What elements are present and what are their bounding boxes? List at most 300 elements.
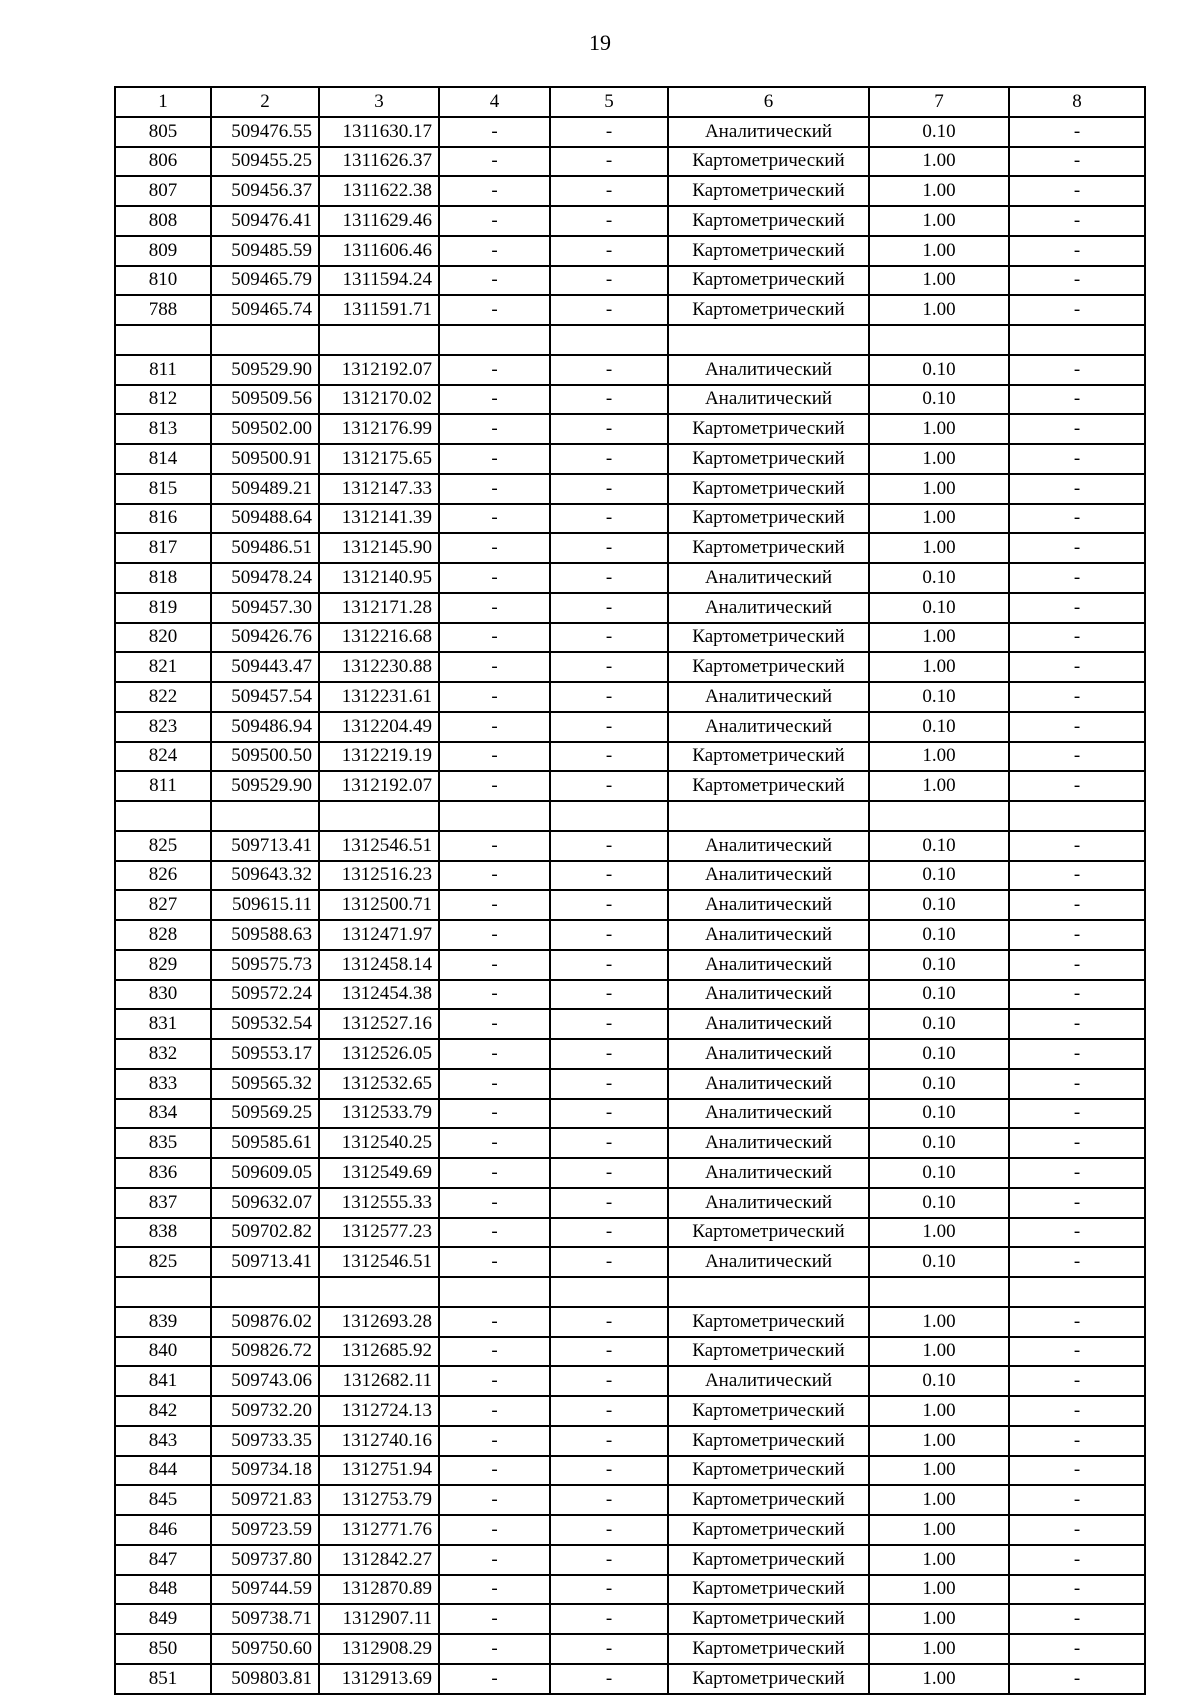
table-cell: - (439, 147, 550, 177)
table-cell: 1.00 (869, 1515, 1009, 1545)
table-cell: 1312140.95 (319, 563, 439, 593)
table-cell: - (1009, 295, 1145, 325)
table-row (115, 890, 1145, 920)
column-header: 7 (869, 87, 1009, 117)
table-cell: 509743.06 (211, 1366, 319, 1396)
table-cell: Картометрический (668, 1575, 869, 1605)
table-cell: 822 (115, 682, 211, 712)
table-cell: Аналитический (668, 1188, 869, 1218)
table-cell: 1312192.07 (319, 771, 439, 801)
table-row (115, 682, 1145, 712)
table-cell: Картометрический (668, 474, 869, 504)
table-cell: 509500.91 (211, 444, 319, 474)
table-cell: 0.10 (869, 712, 1009, 742)
table-cell: 0.10 (869, 861, 1009, 891)
table-cell: 1312500.71 (319, 890, 439, 920)
table-cell: 1312145.90 (319, 533, 439, 563)
table-cell: 509609.05 (211, 1158, 319, 1188)
table-cell: - (550, 147, 668, 177)
table-row (115, 266, 1145, 296)
table-cell: 1.00 (869, 1307, 1009, 1337)
table-cell: 509443.47 (211, 652, 319, 682)
table-cell: - (439, 1247, 550, 1277)
table-cell: 1.00 (869, 742, 1009, 772)
table-row (115, 742, 1145, 772)
table-cell: 1312454.38 (319, 980, 439, 1010)
table-cell: 828 (115, 920, 211, 950)
table-cell: - (439, 920, 550, 950)
table-cell: 836 (115, 1158, 211, 1188)
table-cell: 509585.61 (211, 1128, 319, 1158)
table-cell: 509455.25 (211, 147, 319, 177)
table-cell: - (439, 742, 550, 772)
table-cell: 509485.59 (211, 236, 319, 266)
table-cell: Аналитический (668, 1099, 869, 1129)
table-cell: 1.00 (869, 1545, 1009, 1575)
table-cell: - (439, 1069, 550, 1099)
table-cell: Картометрический (668, 1485, 869, 1515)
table-cell: - (439, 1009, 550, 1039)
table-cell: Аналитический (668, 117, 869, 147)
table-cell (319, 801, 439, 831)
table-row (115, 1218, 1145, 1248)
table-cell: 509502.00 (211, 414, 319, 444)
table-cell: 509733.35 (211, 1426, 319, 1456)
table-cell: 1311594.24 (319, 266, 439, 296)
table-cell: 0.10 (869, 1247, 1009, 1277)
table-cell: 1.00 (869, 1337, 1009, 1367)
table-cell: - (1009, 1604, 1145, 1634)
table-cell: 840 (115, 1337, 211, 1367)
table-cell: 0.10 (869, 1158, 1009, 1188)
table-cell: - (1009, 1099, 1145, 1129)
table-cell: - (550, 712, 668, 742)
table-cell: - (439, 117, 550, 147)
table-cell (550, 801, 668, 831)
table-cell: - (1009, 950, 1145, 980)
table-cell: - (439, 890, 550, 920)
table-cell: - (550, 1456, 668, 1486)
table-cell: 1312908.29 (319, 1634, 439, 1664)
table-cell: - (439, 385, 550, 415)
table-cell: - (439, 206, 550, 236)
table-cell: 1312176.99 (319, 414, 439, 444)
table-cell: 829 (115, 950, 211, 980)
table-cell: 1312171.28 (319, 593, 439, 623)
table-cell: - (550, 206, 668, 236)
table-row (115, 1307, 1145, 1337)
table-cell: 0.10 (869, 831, 1009, 861)
table-cell: - (550, 1366, 668, 1396)
table-cell: 509588.63 (211, 920, 319, 950)
table-cell: 1312458.14 (319, 950, 439, 980)
table-cell: - (550, 1128, 668, 1158)
table-cell: - (439, 414, 550, 444)
table-cell: 509486.94 (211, 712, 319, 742)
table-cell: - (1009, 236, 1145, 266)
table-row (115, 206, 1145, 236)
table-cell: 1312693.28 (319, 1307, 439, 1337)
table-cell (869, 325, 1009, 355)
table-cell: 0.10 (869, 117, 1009, 147)
table-cell: 839 (115, 1307, 211, 1337)
table-cell (319, 1277, 439, 1307)
table-cell: - (550, 1604, 668, 1634)
table-cell: - (550, 236, 668, 266)
table-cell: Картометрический (668, 1426, 869, 1456)
table-cell: Картометрический (668, 623, 869, 653)
table-cell: 1311622.38 (319, 176, 439, 206)
table-cell: - (550, 444, 668, 474)
table-cell: - (1009, 652, 1145, 682)
table-cell: 509529.90 (211, 771, 319, 801)
table-cell: 827 (115, 890, 211, 920)
table-cell: - (439, 504, 550, 534)
table-cell: 1312526.05 (319, 1039, 439, 1069)
table-cell: 805 (115, 117, 211, 147)
table-cell: 825 (115, 1247, 211, 1277)
table-cell: Аналитический (668, 1069, 869, 1099)
table-cell: 841 (115, 1366, 211, 1396)
table-cell: - (439, 1456, 550, 1486)
table-cell: - (1009, 1218, 1145, 1248)
table-row (115, 712, 1145, 742)
table-body (115, 117, 1145, 1694)
table-cell: 838 (115, 1218, 211, 1248)
table-cell: 509744.59 (211, 1575, 319, 1605)
table-row (115, 1158, 1145, 1188)
table-cell: - (439, 980, 550, 1010)
table-cell: - (550, 831, 668, 861)
table-row (115, 1426, 1145, 1456)
table-cell: - (1009, 504, 1145, 534)
table-cell: 509500.50 (211, 742, 319, 772)
table-cell: 806 (115, 147, 211, 177)
table-cell (869, 1277, 1009, 1307)
table-row (115, 1545, 1145, 1575)
table-cell: - (1009, 1634, 1145, 1664)
table-cell: 1312546.51 (319, 1247, 439, 1277)
table-cell: 509457.54 (211, 682, 319, 712)
table-cell: 509702.82 (211, 1218, 319, 1248)
table-cell: 509565.32 (211, 1069, 319, 1099)
table-row (115, 1366, 1145, 1396)
table-cell: - (1009, 980, 1145, 1010)
table-row (115, 801, 1145, 831)
table-cell: - (1009, 890, 1145, 920)
table-cell: 509476.41 (211, 206, 319, 236)
table-cell: - (1009, 593, 1145, 623)
table-cell: Аналитический (668, 831, 869, 861)
table-cell: - (550, 1099, 668, 1129)
table-row (115, 414, 1145, 444)
table-cell: - (1009, 1069, 1145, 1099)
table-cell: - (1009, 771, 1145, 801)
table-cell: - (1009, 1515, 1145, 1545)
table-cell: 808 (115, 206, 211, 236)
table-row (115, 1099, 1145, 1129)
table-cell: 509457.30 (211, 593, 319, 623)
column-header: 6 (668, 87, 869, 117)
table-row (115, 593, 1145, 623)
table-row (115, 474, 1145, 504)
table-cell: - (439, 771, 550, 801)
table-cell: - (1009, 444, 1145, 474)
table-cell: 1312685.92 (319, 1337, 439, 1367)
table-cell: - (439, 533, 550, 563)
table-row (115, 1664, 1145, 1694)
table-cell: 812 (115, 385, 211, 415)
table-cell: - (1009, 712, 1145, 742)
table-cell: - (439, 295, 550, 325)
table-cell: 1.00 (869, 1664, 1009, 1694)
table-cell: 811 (115, 771, 211, 801)
table-row (115, 236, 1145, 266)
table-cell: 509478.24 (211, 563, 319, 593)
table-cell: 1.00 (869, 295, 1009, 325)
table-cell: - (550, 950, 668, 980)
table-row (115, 563, 1145, 593)
table-cell: - (1009, 414, 1145, 444)
table-cell: - (550, 1337, 668, 1367)
column-header: 3 (319, 87, 439, 117)
table-row (115, 1515, 1145, 1545)
table-cell: - (550, 414, 668, 444)
table-cell: - (1009, 266, 1145, 296)
table-cell: 844 (115, 1456, 211, 1486)
table-cell: - (550, 533, 668, 563)
table-cell: 0.10 (869, 980, 1009, 1010)
table-cell: 826 (115, 861, 211, 891)
table-cell: Аналитический (668, 593, 869, 623)
table-cell: 1312870.89 (319, 1575, 439, 1605)
table-cell: - (550, 385, 668, 415)
table-cell (668, 1277, 869, 1307)
table-cell: 830 (115, 980, 211, 1010)
table-row (115, 147, 1145, 177)
table-cell: - (550, 1218, 668, 1248)
table-cell: - (1009, 623, 1145, 653)
table-cell: 1312170.02 (319, 385, 439, 415)
table-cell: Картометрический (668, 1307, 869, 1337)
column-header: 2 (211, 87, 319, 117)
table-row (115, 176, 1145, 206)
table-cell: 1312740.16 (319, 1426, 439, 1456)
table-row (115, 1456, 1145, 1486)
table-cell: 1.00 (869, 414, 1009, 444)
table-cell: 821 (115, 652, 211, 682)
table-cell: - (439, 236, 550, 266)
table-cell: 0.10 (869, 1069, 1009, 1099)
table-cell: - (550, 1426, 668, 1456)
table-cell (869, 801, 1009, 831)
table-cell: - (550, 1009, 668, 1039)
table-cell: 1312175.65 (319, 444, 439, 474)
table-cell: 848 (115, 1575, 211, 1605)
table-cell: - (439, 950, 550, 980)
table-row (115, 950, 1145, 980)
table-cell: 0.10 (869, 355, 1009, 385)
table-cell: 509456.37 (211, 176, 319, 206)
table-cell: - (439, 1604, 550, 1634)
table-cell: - (550, 117, 668, 147)
table-row (115, 771, 1145, 801)
table-cell (550, 325, 668, 355)
table-cell: - (439, 1426, 550, 1456)
table-cell: Картометрический (668, 652, 869, 682)
table-cell: - (1009, 1337, 1145, 1367)
table-cell: Аналитический (668, 1366, 869, 1396)
table-cell: 509486.51 (211, 533, 319, 563)
table-cell: - (1009, 385, 1145, 415)
table-cell: 1312540.25 (319, 1128, 439, 1158)
table-cell (115, 801, 211, 831)
table-cell: - (550, 1545, 668, 1575)
table-cell: - (1009, 1366, 1145, 1396)
table-cell: - (439, 1337, 550, 1367)
table-cell: 1.00 (869, 533, 1009, 563)
table-cell: - (439, 861, 550, 891)
table-cell: 509553.17 (211, 1039, 319, 1069)
table-cell: - (550, 920, 668, 950)
table-cell: 1312724.13 (319, 1396, 439, 1426)
table-row (115, 117, 1145, 147)
table-cell: 845 (115, 1485, 211, 1515)
table-cell: 813 (115, 414, 211, 444)
table-cell: - (550, 266, 668, 296)
table-cell: - (439, 652, 550, 682)
table-cell: - (550, 1039, 668, 1069)
table-cell: 0.10 (869, 920, 1009, 950)
table-cell: 0.10 (869, 682, 1009, 712)
table-cell: 509713.41 (211, 831, 319, 861)
table-cell: Картометрический (668, 533, 869, 563)
table-cell: Картометрический (668, 444, 869, 474)
table-cell: 833 (115, 1069, 211, 1099)
table-cell: 509575.73 (211, 950, 319, 980)
table-row (115, 1188, 1145, 1218)
table-cell: Аналитический (668, 563, 869, 593)
table-cell: Аналитический (668, 1158, 869, 1188)
column-header: 1 (115, 87, 211, 117)
table-cell: 509734.18 (211, 1456, 319, 1486)
table-cell: - (550, 861, 668, 891)
table-cell: - (550, 1485, 668, 1515)
table-cell: 1312577.23 (319, 1218, 439, 1248)
table-cell: - (550, 1575, 668, 1605)
table-cell: - (550, 623, 668, 653)
table-cell: 819 (115, 593, 211, 623)
table-cell: 1312907.11 (319, 1604, 439, 1634)
table-cell: 1.00 (869, 1604, 1009, 1634)
table-cell: 509713.41 (211, 1247, 319, 1277)
table-cell: - (1009, 742, 1145, 772)
table-cell: 1.00 (869, 504, 1009, 534)
table-cell: 0.10 (869, 1009, 1009, 1039)
table-cell: - (1009, 1188, 1145, 1218)
table-cell: 1311629.46 (319, 206, 439, 236)
table-cell: - (550, 295, 668, 325)
table-row (115, 504, 1145, 534)
table-cell: 509489.21 (211, 474, 319, 504)
table-cell: 810 (115, 266, 211, 296)
table-cell: Аналитический (668, 1128, 869, 1158)
table-cell: 832 (115, 1039, 211, 1069)
table-row (115, 1575, 1145, 1605)
table-cell: 843 (115, 1426, 211, 1456)
table-cell: Картометрический (668, 1218, 869, 1248)
table-cell: - (439, 1099, 550, 1129)
table-cell: Аналитический (668, 1247, 869, 1277)
table-row (115, 861, 1145, 891)
table-cell: 509615.11 (211, 890, 319, 920)
table-cell: 820 (115, 623, 211, 653)
table-cell: - (1009, 206, 1145, 236)
table-cell: 816 (115, 504, 211, 534)
table-cell: 1.00 (869, 1396, 1009, 1426)
table-cell (1009, 325, 1145, 355)
table-cell (439, 1277, 550, 1307)
table-cell: Аналитический (668, 682, 869, 712)
table-cell: - (550, 504, 668, 534)
table-row (115, 920, 1145, 950)
table-cell: 815 (115, 474, 211, 504)
table-cell: 1312230.88 (319, 652, 439, 682)
table-cell: - (439, 1128, 550, 1158)
table-cell: - (439, 1366, 550, 1396)
table-cell: 1.00 (869, 652, 1009, 682)
table-cell: 1.00 (869, 444, 1009, 474)
table-cell: 1312913.69 (319, 1664, 439, 1694)
table-cell: 1311606.46 (319, 236, 439, 266)
table-cell: Картометрический (668, 1604, 869, 1634)
table-cell: - (439, 355, 550, 385)
table-cell: - (550, 355, 668, 385)
table-cell: 0.10 (869, 1188, 1009, 1218)
table-cell: Картометрический (668, 1545, 869, 1575)
table-cell: - (550, 652, 668, 682)
table-cell: 1.00 (869, 1634, 1009, 1664)
table-cell: Картометрический (668, 147, 869, 177)
table-cell: - (439, 444, 550, 474)
table-cell: 0.10 (869, 890, 1009, 920)
table-cell: - (1009, 355, 1145, 385)
table-cell: Аналитический (668, 920, 869, 950)
table-cell: Картометрический (668, 1337, 869, 1367)
table-cell: - (550, 771, 668, 801)
table-cell: Аналитический (668, 712, 869, 742)
table-cell: - (550, 742, 668, 772)
table-row (115, 1039, 1145, 1069)
table-cell: Картометрический (668, 176, 869, 206)
table-row (115, 831, 1145, 861)
table-cell: 509465.79 (211, 266, 319, 296)
table-cell: 1312516.23 (319, 861, 439, 891)
table-cell: Картометрический (668, 1664, 869, 1694)
table-cell: - (1009, 1664, 1145, 1694)
table-row (115, 1277, 1145, 1307)
table-row (115, 1069, 1145, 1099)
table-cell (115, 325, 211, 355)
table-row (115, 295, 1145, 325)
table-cell: 1.00 (869, 474, 1009, 504)
table-cell (668, 801, 869, 831)
table-cell: 509876.02 (211, 1307, 319, 1337)
table-cell: - (439, 266, 550, 296)
table-cell: 1311630.17 (319, 117, 439, 147)
table-row (115, 1247, 1145, 1277)
table-cell: 1312471.97 (319, 920, 439, 950)
